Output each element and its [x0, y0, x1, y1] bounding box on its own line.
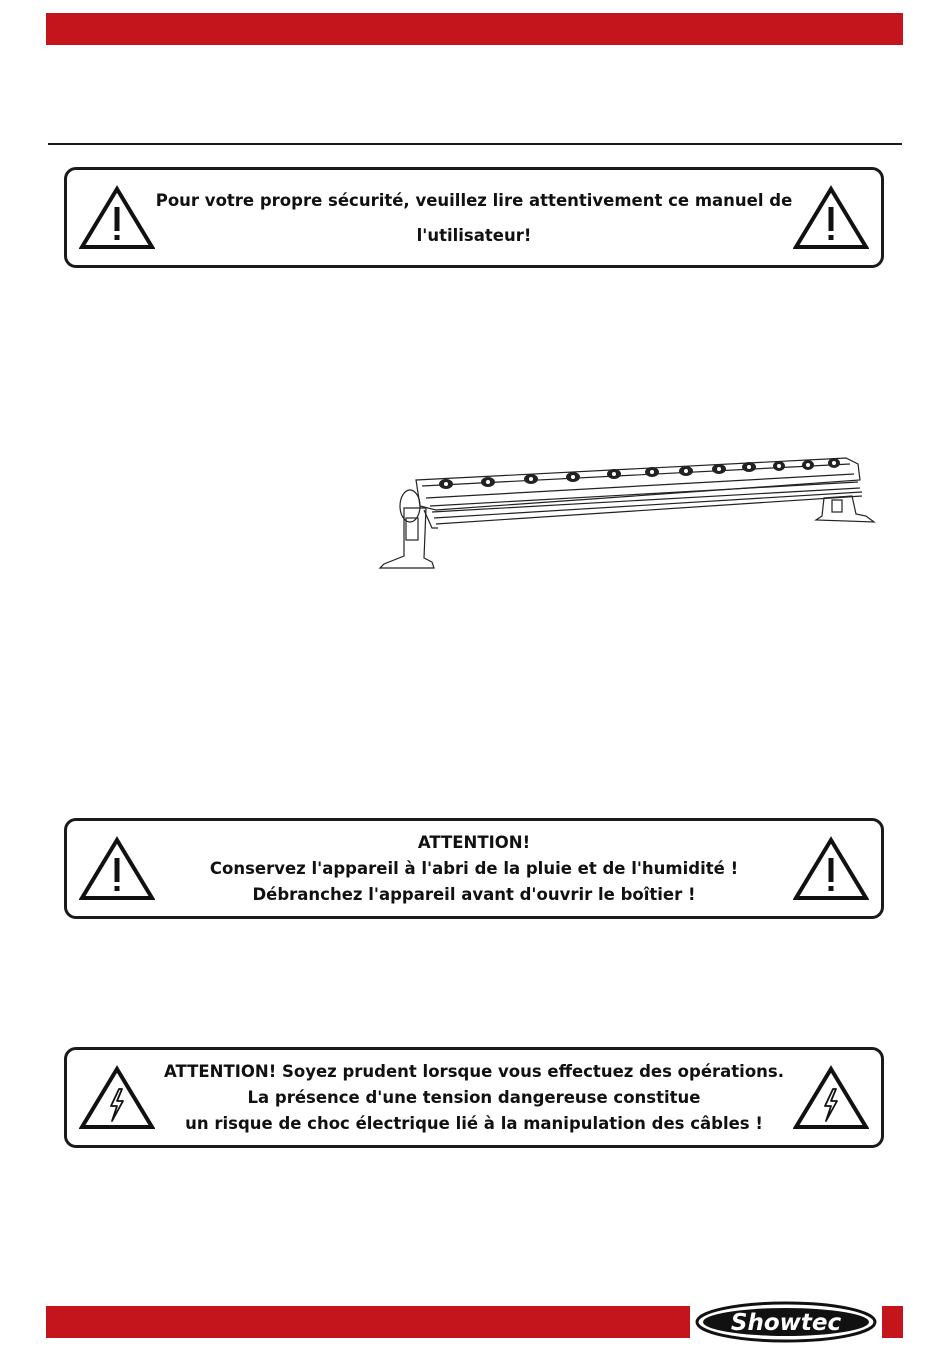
warning-line: l'utilisateur! — [416, 225, 532, 245]
exclamation-warning-icon — [79, 185, 155, 251]
high-voltage-warning-icon — [793, 1065, 869, 1131]
header-rule — [48, 143, 902, 145]
warning-line: Débranchez l'appareil avant d'ouvrir le boîtier ! — [252, 884, 696, 904]
exclamation-warning-icon — [793, 185, 869, 251]
electric-warning-box — [64, 1047, 884, 1148]
moisture-warning-text — [167, 821, 781, 916]
warning-line: ATTENTION! Soyez prudent lorsque vous effectuez des opérations. — [164, 1061, 784, 1081]
warning-line: Conservez l'appareil à l'abri de la pluie et de l'humidité ! — [209, 858, 739, 878]
exclamation-warning-icon — [79, 836, 155, 902]
led-bar-fixture-illustration — [376, 446, 876, 576]
electric-warning-text — [164, 1050, 784, 1145]
showtec-logo — [694, 1300, 878, 1344]
footer-bar — [46, 1306, 690, 1338]
warning-title: ATTENTION! — [417, 832, 531, 852]
logo-text: Showtec — [730, 1310, 842, 1336]
footer-bar-end — [882, 1306, 903, 1338]
header-bar — [46, 13, 903, 45]
warning-line: un risque de choc électrique lié à la manipulation des câbles ! — [185, 1113, 763, 1133]
warning-line: La présence d'une tension dangereuse constitue — [247, 1087, 701, 1107]
safety-warning-text — [155, 170, 793, 265]
safety-warning-box — [64, 167, 884, 268]
high-voltage-warning-icon — [79, 1065, 155, 1131]
exclamation-warning-icon — [793, 836, 869, 902]
warning-line: Pour votre propre sécurité, veuillez lire attentivement ce manuel de — [155, 190, 793, 210]
moisture-warning-box — [64, 818, 884, 919]
